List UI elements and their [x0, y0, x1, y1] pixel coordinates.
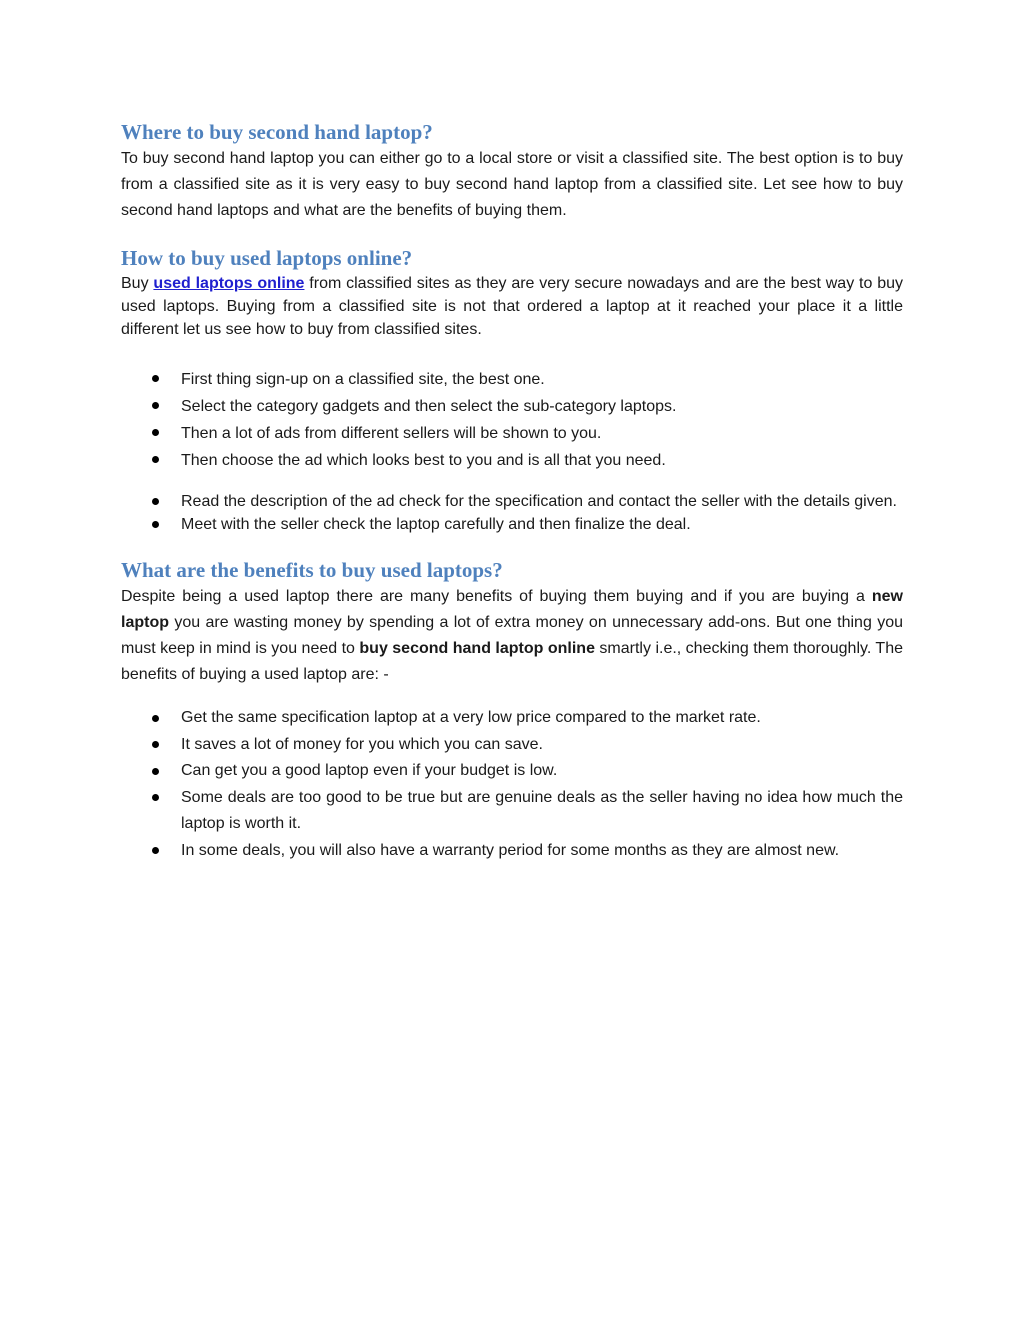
list-item [121, 705, 903, 732]
how-to-buy-paragraph [121, 272, 903, 341]
paragraph-text: Despite being a used laptop there are many benefits of buying them buying and if you are buying a [121, 588, 872, 605]
paragraph-text: smartly i.e., checking them thoroughly. The benefits of buying a used laptop are: - [121, 640, 904, 683]
heading-benefits: What are the benefits to buy used laptops? [121, 558, 503, 582]
bullet-icon [152, 847, 159, 854]
bullet-icon [152, 402, 159, 409]
list-item-text: Can get you a good laptop even if your budget is low. [181, 762, 558, 779]
list-item-text: Select the category gadgets and then select the sub-category laptops. [181, 398, 677, 415]
bold-phrase: new laptop [121, 588, 903, 631]
list-item [121, 366, 903, 393]
benefits-paragraph [121, 584, 903, 688]
bullet-icon [152, 521, 159, 528]
list-item [121, 393, 903, 420]
paragraph-text: you are wasting money by spending a lot of extra money on unnecessary add-ons. But one thing you must keep in mind is you need to [121, 614, 903, 657]
list-item-text: Get the same specification laptop at a very low price compared to the market rate. [181, 709, 761, 726]
list-item [121, 732, 903, 759]
list-item-text: Then choose the ad which looks best to you and is all that you need. [181, 452, 666, 469]
list-item [121, 758, 903, 785]
steps-list [121, 366, 903, 474]
list-item [121, 838, 903, 865]
heading-where-to-buy: Where to buy second hand laptop? [121, 120, 433, 144]
list-item-text: Then a lot of ads from different sellers will be shown to you. [181, 425, 602, 442]
list-item [121, 513, 903, 536]
document-page [121, 118, 903, 864]
list-item-text: It saves a lot of money for you which you can save. [181, 735, 543, 753]
paragraph-text: Buy [121, 275, 154, 292]
bullet-icon [152, 375, 159, 382]
bullet-icon [152, 768, 159, 775]
list-item [121, 447, 903, 474]
bullet-icon [152, 715, 159, 722]
paragraph-text: from classified sites as they are very secure nowadays and are the best way to buy used laptops. Buying from a classified site is not that ordered a laptop at it reached your place it a little different let us see how to buy from classified sites. [121, 275, 904, 338]
bold-phrase: buy second hand laptop online [359, 640, 595, 657]
list-item [121, 420, 903, 447]
list-item-text: First thing sign-up on a classified site, the best one. [181, 371, 545, 388]
used-laptops-online-link[interactable]: used laptops online [153, 275, 305, 292]
bullet-icon [152, 498, 159, 505]
list-item-text: In some deals, you will also have a warranty period for some months as they are almost new. [181, 841, 840, 859]
list-item-text: Meet with the seller check the laptop carefully and then finalize the deal. [181, 516, 691, 533]
list-item-text: Some deals are too good to be true but are genuine deals as the seller having no idea how much the laptop is worth it. [181, 788, 903, 832]
list-item [121, 490, 903, 513]
bullet-icon [152, 794, 159, 801]
bullet-icon [152, 456, 159, 463]
bullet-icon [152, 429, 159, 436]
bullet-icon [152, 741, 159, 748]
benefits-list [121, 705, 903, 864]
heading-how-to-buy: How to buy used laptops online? [121, 246, 413, 270]
list-item-text: Read the description of the ad check for the specification and contact the seller with the details given. [181, 493, 897, 510]
list-item [121, 785, 903, 838]
steps-list-continued [121, 490, 903, 536]
intro-paragraph: To buy second hand laptop you can either go to a local store or visit a classified site. The best option is to buy from a classified site as it is very easy to buy second hand laptop from a classified site. Let see how to buy second hand laptops and what are the benefits of buying them. [121, 150, 903, 219]
